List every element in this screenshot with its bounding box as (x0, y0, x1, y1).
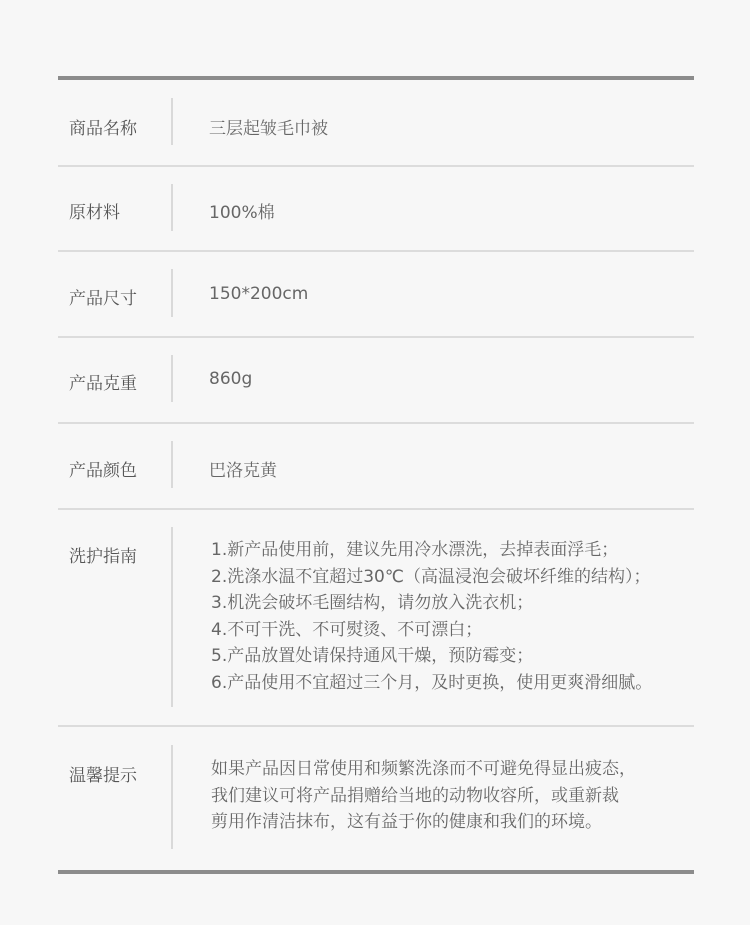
spec-value: 100%棉 (209, 203, 275, 223)
spec-row-size (58, 252, 694, 336)
column-divider (171, 527, 173, 707)
spec-value: 三层起皱毛巾被 (209, 119, 328, 139)
spec-value: 860g (209, 369, 253, 389)
tips-line: 如果产品因日常使用和频繁洗涤而不可避免得显出疲态， (211, 759, 636, 779)
tips-line: 剪用作清洁抹布，这有益于你的健康和我们的环境。 (211, 812, 602, 832)
care-line: 4.不可干洗、不可熨烫、不可漂白； (211, 619, 483, 640)
care-line: 2.洗涤水温不宜超过30℃（高温浸泡会破坏纤维的结构）； (211, 566, 651, 587)
tips-line: 我们建议可将产品捐赠给当地的动物收容所，或重新裁 (211, 785, 619, 806)
spec-label: 原材料 (69, 203, 120, 223)
spec-row-weight (58, 338, 694, 422)
column-divider (171, 441, 173, 488)
column-divider (171, 184, 173, 231)
spec-label: 产品克重 (69, 374, 137, 394)
spec-row-tips (58, 727, 694, 870)
care-line: 3.机洗会破坏毛圈结构，请勿放入洗衣机； (211, 593, 534, 613)
table-bottom-border (58, 870, 694, 874)
spec-label: 产品尺寸 (69, 289, 137, 309)
spec-value: 150*200cm (209, 284, 309, 304)
spec-row-product-name (58, 80, 694, 165)
spec-label: 产品颜色 (69, 461, 137, 481)
column-divider (171, 98, 173, 145)
care-instructions (211, 537, 652, 696)
spec-label: 洗护指南 (69, 547, 137, 567)
spec-label: 温馨提示 (69, 766, 137, 786)
tips-text (211, 756, 636, 836)
spec-label: 商品名称 (69, 119, 137, 139)
care-line: 6.产品使用不宜超过三个月，及时更换，使用更爽滑细腻。 (211, 672, 653, 693)
column-divider (171, 745, 173, 849)
spec-value: 巴洛克黄 (209, 461, 277, 481)
spec-row-care-guide (58, 510, 694, 725)
column-divider (171, 355, 173, 402)
column-divider (171, 269, 173, 317)
care-line: 1.新产品使用前，建议先用冷水漂洗，去掉表面浮毛； (211, 540, 619, 560)
care-line: 5.产品放置处请保持通风干燥，预防霉变； (211, 646, 534, 666)
spec-row-color (58, 424, 694, 508)
spec-row-material (58, 167, 694, 251)
